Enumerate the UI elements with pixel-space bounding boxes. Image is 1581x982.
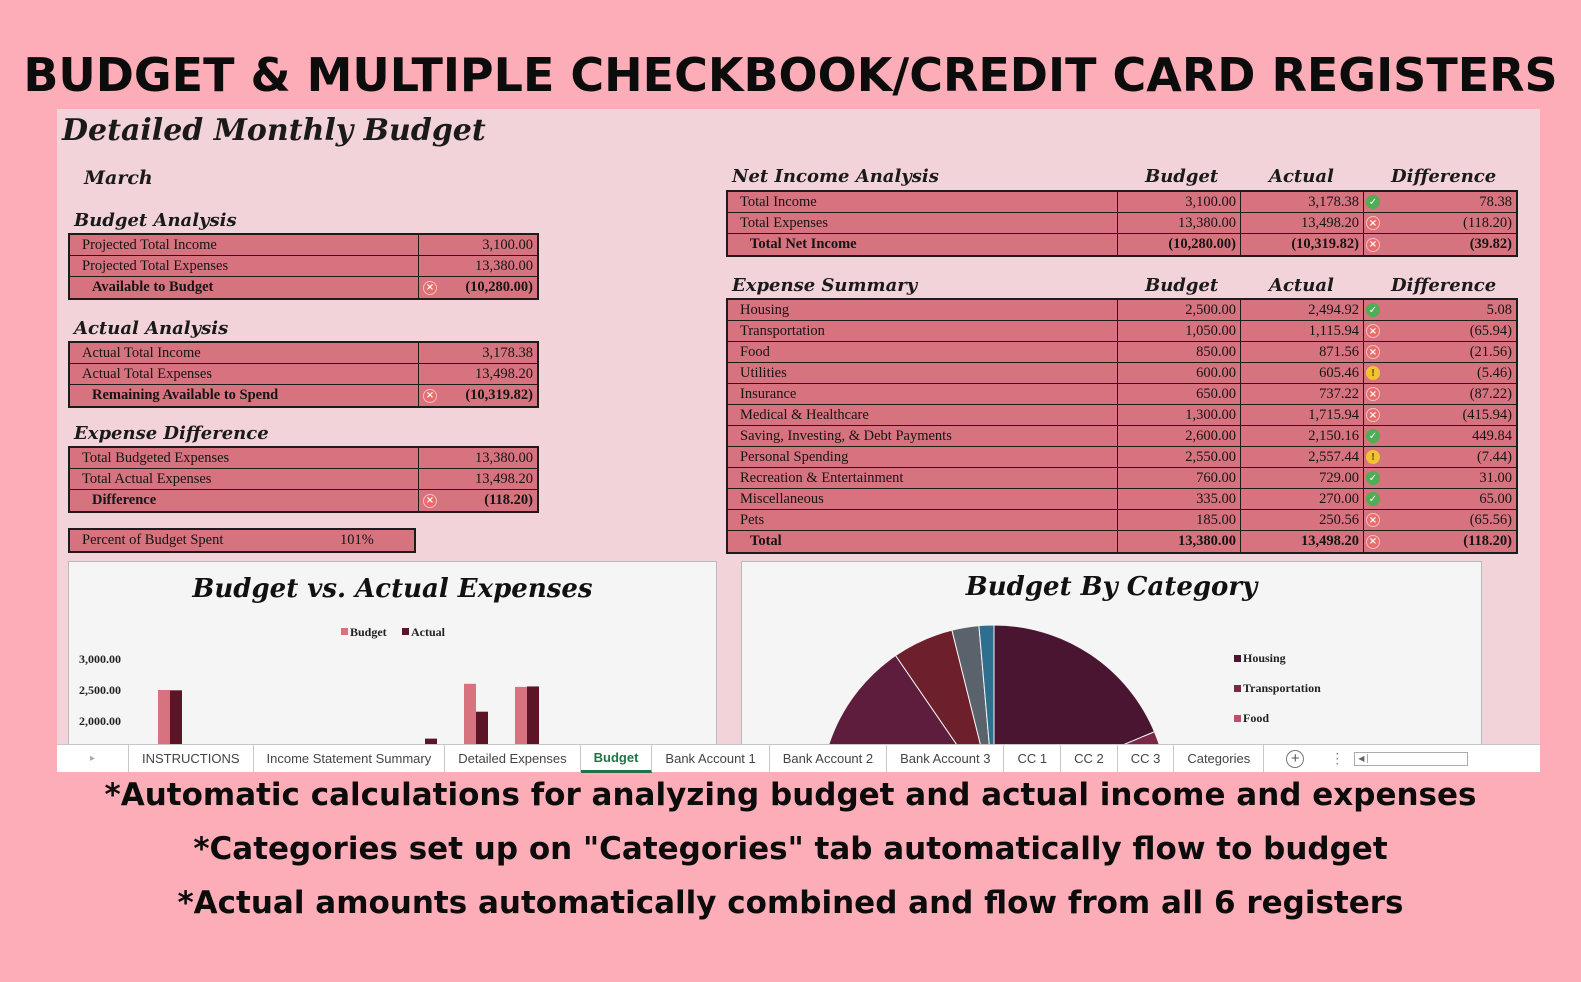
percent-spent-label: Percent of Budget Spent	[82, 532, 224, 548]
net-income-budget: 13,380.00	[1117, 213, 1240, 233]
budget-analysis-table	[68, 233, 539, 300]
expense-summary-actual: 871.56	[1240, 342, 1363, 362]
pie-slice-housing[interactable]	[994, 625, 1154, 744]
budget-analysis-value-text: 13,380.00	[475, 257, 533, 274]
net-income-difference-header: Difference	[1391, 166, 1497, 187]
sheet-tabs	[129, 745, 1264, 773]
expense-summary-row[interactable]	[728, 342, 1516, 363]
tab-cc-3[interactable]: CC 3	[1118, 745, 1175, 773]
net-income-budget: (10,280.00)	[1117, 234, 1240, 255]
net-income-difference	[1363, 213, 1516, 233]
expense-summary-difference	[1363, 363, 1516, 383]
net-income-good-icon: ✓	[1366, 195, 1380, 209]
expense-summary-difference	[1363, 489, 1516, 509]
actual-analysis-label: Actual Total Expenses	[82, 365, 212, 382]
expense-summary-bad-icon: ×	[1366, 408, 1380, 422]
expense-summary-label: Utilities	[740, 364, 787, 381]
horizontal-scrollbar[interactable]	[1354, 752, 1468, 766]
pie-legend-swatch	[1234, 715, 1241, 722]
expense-summary-good-icon: ✓	[1366, 429, 1380, 443]
expense-summary-difference-text: (65.94)	[1469, 322, 1512, 339]
expense-summary-actual: 2,494.92	[1240, 300, 1363, 320]
y-tick-label: 3,000.00	[79, 652, 121, 666]
actual-analysis-label: Remaining Available to Spend	[92, 387, 279, 403]
expense-summary-difference-text: 31.00	[1479, 469, 1512, 486]
scroll-left-arrow-icon[interactable]: ◀	[1355, 754, 1368, 763]
pie-legend-label: Food	[1243, 711, 1270, 725]
month-label: March	[84, 167, 153, 189]
expense-summary-label: Transportation	[740, 322, 825, 339]
expense-difference-label: Total Budgeted Expenses	[82, 449, 230, 466]
expense-summary-row[interactable]	[728, 489, 1516, 510]
expense-summary-difference	[1363, 342, 1516, 362]
expense-summary-difference-text: (7.44)	[1476, 448, 1512, 465]
percent-spent-row[interactable]	[70, 530, 414, 551]
actual-analysis-value	[418, 385, 537, 406]
expense-summary-warn-icon: !	[1366, 366, 1380, 380]
more-options-icon[interactable]: ⋮	[1330, 750, 1345, 766]
expense-summary-difference-text: (415.94)	[1462, 406, 1512, 423]
tab-budget[interactable]: Budget	[581, 745, 653, 773]
pie-legend-label: Transportation	[1243, 681, 1321, 695]
pie-legend-swatch	[1234, 655, 1241, 662]
expense-difference-value-text: 13,380.00	[475, 449, 533, 466]
feature-bullet-2: *Categories set up on "Categories" tab automatically flow to budget	[193, 831, 1388, 867]
expense-summary-difference	[1363, 447, 1516, 467]
expense-summary-good-icon: ✓	[1366, 303, 1380, 317]
expense-summary-actual: 737.22	[1240, 384, 1363, 404]
budget-by-category-chart[interactable]	[741, 561, 1482, 744]
pie-chart-plot	[742, 562, 1482, 744]
expense-summary-budget: 185.00	[1117, 510, 1240, 530]
tab-instructions[interactable]: INSTRUCTIONS	[129, 745, 254, 773]
tab-bank-account-3[interactable]: Bank Account 3	[887, 745, 1004, 773]
expense-summary-difference-header: Difference	[1391, 275, 1497, 296]
expense-summary-row[interactable]	[728, 531, 1516, 552]
net-income-budget-header: Budget	[1145, 166, 1219, 187]
expense-summary-budget: 650.00	[1117, 384, 1240, 404]
expense-summary-bad-icon: ×	[1366, 324, 1380, 338]
net-income-title: Net Income Analysis	[732, 166, 939, 187]
net-income-bad-icon: ×	[1366, 216, 1380, 230]
net-income-budget: 3,100.00	[1117, 192, 1240, 212]
expense-summary-budget-header: Budget	[1145, 275, 1219, 296]
actual-analysis-value-text: (10,319.82)	[465, 387, 533, 403]
expense-summary-difference-text: 65.00	[1479, 490, 1512, 507]
expense-summary-actual: 729.00	[1240, 468, 1363, 488]
percent-spent-table	[68, 528, 416, 553]
budget-worksheet	[57, 109, 1540, 744]
budget-analysis-row[interactable]	[70, 277, 537, 298]
expense-summary-difference-text: 449.84	[1472, 427, 1512, 444]
expense-difference-row[interactable]	[70, 469, 537, 490]
actual-analysis-title: Actual Analysis	[74, 318, 229, 339]
expense-summary-row[interactable]	[728, 300, 1516, 321]
expense-summary-difference-text: (5.46)	[1476, 364, 1512, 381]
expense-difference-label: Difference	[92, 492, 157, 508]
expense-summary-actual: 605.46	[1240, 363, 1363, 383]
expense-summary-difference-text: (87.22)	[1469, 385, 1512, 402]
expense-difference-table	[68, 446, 539, 513]
legend-label-actual: Actual	[411, 625, 445, 639]
actual-analysis-label: Actual Total Income	[82, 344, 201, 361]
expense-summary-actual-header: Actual	[1269, 275, 1334, 296]
expense-summary-row[interactable]	[728, 426, 1516, 447]
expense-summary-row[interactable]	[728, 384, 1516, 405]
legend-label-budget: Budget	[350, 625, 387, 639]
expense-summary-label: Pets	[740, 511, 765, 528]
actual-analysis-bad-icon: ×	[423, 389, 437, 403]
bar-actual[interactable]	[527, 686, 539, 744]
expense-summary-label: Miscellaneous	[740, 490, 824, 507]
expense-summary-bad-icon: ×	[1366, 535, 1380, 549]
expense-summary-label: Saving, Investing, & Debt Payments	[740, 427, 952, 444]
expense-summary-difference-text: (65.56)	[1469, 511, 1512, 528]
bar-actual[interactable]	[170, 690, 182, 744]
net-income-difference-text: (39.82)	[1469, 236, 1512, 252]
expense-difference-value	[418, 469, 537, 489]
y-tick-label: 2,000.00	[79, 714, 121, 728]
expense-difference-value	[418, 448, 537, 468]
expense-summary-actual: 1,115.94	[1240, 321, 1363, 341]
expense-summary-row[interactable]	[728, 468, 1516, 489]
expense-summary-label: Medical & Healthcare	[740, 406, 869, 423]
expense-summary-row[interactable]	[728, 363, 1516, 384]
expense-summary-actual: 250.56	[1240, 510, 1363, 530]
feature-bullet-3: *Actual amounts automatically combined and flow from all 6 registers	[177, 885, 1404, 921]
net-income-row[interactable]	[728, 192, 1516, 213]
expense-difference-value-text: 13,498.20	[475, 470, 533, 487]
net-income-table	[726, 190, 1518, 257]
expense-summary-budget: 1,300.00	[1117, 405, 1240, 425]
tab-detailed-expenses[interactable]: Detailed Expenses	[445, 745, 580, 773]
expense-difference-row[interactable]	[70, 490, 537, 511]
expense-summary-budget: 760.00	[1117, 468, 1240, 488]
net-income-actual: (10,319.82)	[1240, 234, 1363, 255]
expense-summary-row[interactable]	[728, 321, 1516, 342]
legend-swatch-actual	[402, 628, 409, 635]
expense-summary-label: Personal Spending	[740, 448, 849, 465]
tab-cc-2[interactable]: CC 2	[1061, 745, 1118, 773]
budget-analysis-bad-icon: ×	[423, 281, 437, 295]
actual-analysis-value-text: 3,178.38	[482, 344, 533, 361]
expense-difference-title: Expense Difference	[74, 423, 269, 444]
expense-summary-row[interactable]	[728, 405, 1516, 426]
expense-summary-label: Insurance	[740, 385, 797, 402]
net-income-row[interactable]	[728, 234, 1516, 255]
expense-difference-label: Total Actual Expenses	[82, 470, 212, 487]
actual-analysis-value	[418, 364, 537, 384]
tab-cc-1[interactable]: CC 1	[1004, 745, 1061, 773]
expense-summary-budget: 600.00	[1117, 363, 1240, 383]
expense-summary-difference	[1363, 384, 1516, 404]
net-income-difference-text: (118.20)	[1463, 214, 1512, 231]
expense-summary-difference-text: (21.56)	[1469, 343, 1512, 360]
expense-summary-difference-text: (118.20)	[1463, 533, 1512, 549]
expense-difference-row[interactable]	[70, 448, 537, 469]
expense-summary-budget: 13,380.00	[1117, 531, 1240, 552]
pie-chart-title: Budget By Category	[965, 572, 1258, 602]
actual-analysis-row[interactable]	[70, 364, 537, 385]
expense-summary-table	[726, 298, 1518, 554]
expense-summary-difference	[1363, 468, 1516, 488]
feature-bullet-1: *Automatic calculations for analyzing budget and actual income and expenses	[104, 777, 1477, 813]
net-income-difference	[1363, 192, 1516, 212]
net-income-actual-header: Actual	[1269, 166, 1334, 187]
budget-analysis-label: Projected Total Expenses	[82, 257, 229, 274]
net-income-row[interactable]	[728, 213, 1516, 234]
sheet-title: Detailed Monthly Budget	[62, 113, 486, 148]
sheet-tab-bar	[57, 744, 1540, 772]
expense-summary-label: Total	[750, 533, 782, 549]
budget-analysis-row[interactable]	[70, 256, 537, 277]
expense-summary-bad-icon: ×	[1366, 387, 1380, 401]
expense-summary-good-icon: ✓	[1366, 471, 1380, 485]
expense-summary-title: Expense Summary	[732, 275, 918, 296]
actual-analysis-row[interactable]	[70, 385, 537, 406]
expense-summary-difference	[1363, 510, 1516, 530]
expense-summary-row[interactable]	[728, 510, 1516, 531]
tab-scroll-left-icon[interactable]: ▸	[57, 745, 129, 773]
budget-analysis-value	[418, 256, 537, 276]
tab-bank-account-2[interactable]: Bank Account 2	[770, 745, 887, 773]
expense-summary-row[interactable]	[728, 447, 1516, 468]
expense-summary-difference	[1363, 321, 1516, 341]
budget-analysis-value-text: (10,280.00)	[465, 279, 533, 295]
bar-chart-title: Budget vs. Actual Expenses	[192, 574, 593, 604]
expense-summary-difference	[1363, 405, 1516, 425]
pie-legend-label: Housing	[1243, 651, 1286, 665]
net-income-actual: 13,498.20	[1240, 213, 1363, 233]
budget-analysis-label: Projected Total Income	[82, 236, 217, 253]
add-sheet-icon[interactable]: +	[1286, 750, 1304, 768]
expense-summary-actual: 270.00	[1240, 489, 1363, 509]
net-income-label: Total Income	[740, 193, 817, 210]
net-income-difference-text: 78.38	[1479, 193, 1512, 210]
actual-analysis-value	[418, 343, 537, 363]
tab-categories[interactable]: Categories	[1174, 745, 1264, 773]
expense-summary-difference-text: 5.08	[1486, 301, 1512, 318]
bar-budget[interactable]	[464, 684, 476, 744]
expense-summary-budget: 2,550.00	[1117, 447, 1240, 467]
expense-summary-budget: 1,050.00	[1117, 321, 1240, 341]
expense-summary-good-icon: ✓	[1366, 492, 1380, 506]
expense-difference-value	[418, 490, 537, 511]
expense-summary-budget: 2,500.00	[1117, 300, 1240, 320]
budget-analysis-row[interactable]	[70, 235, 537, 256]
expense-summary-label: Food	[740, 343, 770, 360]
actual-analysis-table	[68, 341, 539, 408]
expense-difference-value-text: (118.20)	[484, 492, 533, 508]
expense-summary-budget: 335.00	[1117, 489, 1240, 509]
promo-headline: BUDGET & MULTIPLE CHECKBOOK/CREDIT CARD REGISTERS	[23, 48, 1558, 102]
expense-summary-actual: 2,557.44	[1240, 447, 1363, 467]
expense-summary-warn-icon: !	[1366, 450, 1380, 464]
percent-spent-value: 101%	[340, 532, 374, 548]
expense-summary-bad-icon: ×	[1366, 345, 1380, 359]
pie-legend-swatch	[1234, 685, 1241, 692]
expense-summary-label: Recreation & Entertainment	[740, 469, 904, 486]
expense-summary-actual: 13,498.20	[1240, 531, 1363, 552]
net-income-actual: 3,178.38	[1240, 192, 1363, 212]
budget-analysis-value	[418, 277, 537, 298]
expense-summary-actual: 2,150.16	[1240, 426, 1363, 446]
net-income-difference	[1363, 234, 1516, 255]
y-tick-label: 2,500.00	[79, 683, 121, 697]
bar-budget[interactable]	[158, 690, 170, 744]
net-income-label: Total Expenses	[740, 214, 828, 231]
budget-vs-actual-chart[interactable]	[68, 561, 717, 744]
actual-analysis-value-text: 13,498.20	[475, 365, 533, 382]
expense-summary-difference	[1363, 531, 1516, 552]
bar-budget[interactable]	[515, 687, 527, 744]
net-income-bad-icon: ×	[1366, 238, 1380, 252]
budget-analysis-value-text: 3,100.00	[482, 236, 533, 253]
expense-summary-difference	[1363, 426, 1516, 446]
tab-income-statement-summary[interactable]: Income Statement Summary	[254, 745, 446, 773]
expense-summary-label: Housing	[740, 301, 790, 318]
expense-summary-budget: 850.00	[1117, 342, 1240, 362]
tab-bank-account-1[interactable]: Bank Account 1	[652, 745, 769, 773]
bar-actual[interactable]	[476, 712, 488, 744]
expense-summary-actual: 1,715.94	[1240, 405, 1363, 425]
bar-chart-plot	[69, 562, 717, 744]
legend-swatch-budget	[341, 628, 348, 635]
budget-analysis-value	[418, 235, 537, 255]
budget-analysis-title: Budget Analysis	[74, 210, 237, 231]
net-income-label: Total Net Income	[750, 236, 857, 252]
expense-summary-bad-icon: ×	[1366, 513, 1380, 527]
actual-analysis-row[interactable]	[70, 343, 537, 364]
expense-difference-bad-icon: ×	[423, 494, 437, 508]
expense-summary-difference	[1363, 300, 1516, 320]
budget-analysis-label: Available to Budget	[92, 279, 214, 295]
expense-summary-budget: 2,600.00	[1117, 426, 1240, 446]
